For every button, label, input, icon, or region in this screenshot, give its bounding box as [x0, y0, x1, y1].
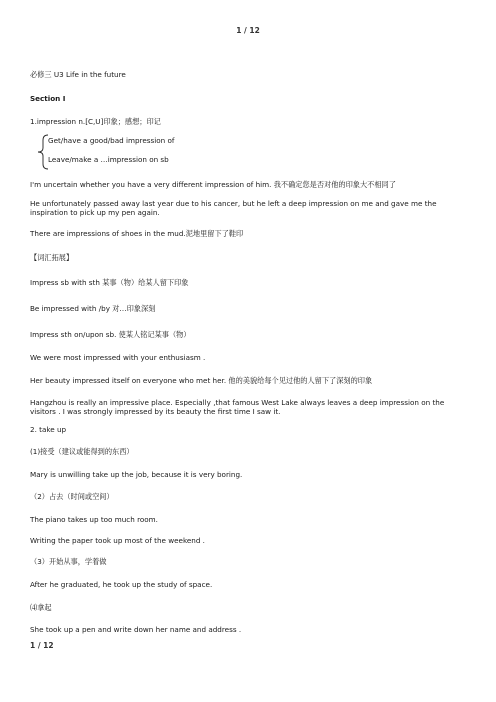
collocation-item: Leave/make a …impression on sb	[48, 155, 169, 164]
example-sentence: Hangzhou is really an impressive place. Especially ,that famous West Lake always leaves a deep impression on the visitors . I was strongly impressed by its beauty the first time I saw it.	[30, 398, 445, 417]
entry-impression-head: 1.impression n.[C,U]印象；感想；印记	[30, 117, 161, 126]
sense-heading: （3）开始从事，学着做	[30, 557, 107, 566]
example-sentence: Mary is unwilling take up the job, because it is very boring.	[30, 470, 243, 479]
vocab-extension-title: 【词汇拓展】	[30, 253, 74, 262]
vocab-extension-item: Impress sb with sth 某事（物）给某人留下印象	[30, 278, 189, 287]
example-sentence: There are impressions of shoes in the mud.泥地里留下了鞋印	[30, 229, 244, 238]
document-title: 必修三 U3 Life in the future	[30, 70, 126, 79]
example-sentence: Writing the paper took up most of the weekend .	[30, 536, 205, 545]
example-sentence: After he graduated, he took up the study of space.	[30, 580, 213, 589]
example-sentence: I'm uncertain whether you have a very different impression of him. 我不确定您是否对他的印象大不相同了	[30, 180, 396, 189]
page-number-footer: 1 / 12	[30, 641, 54, 650]
section-heading: Section Ⅰ	[30, 94, 66, 103]
example-sentence: The piano takes up too much room.	[30, 515, 158, 524]
collocation-item: Get/have a good/bad impression of	[48, 136, 175, 145]
entry-take-up-head: 2. take up	[30, 425, 67, 434]
example-sentence: She took up a pen and write down her name and address .	[30, 625, 242, 634]
sense-heading: ⑷拿起	[30, 603, 52, 612]
example-sentence: We were most impressed with your enthusiasm .	[30, 353, 206, 362]
vocab-extension-item: Impress sth on/upon sb. 使某人铭记某事（物）	[30, 330, 191, 339]
sense-heading: （2）占去（时间或空间）	[30, 492, 114, 501]
sense-heading: (1)接受（建议或能得到的东西）	[30, 447, 134, 456]
example-sentence: He unfortunately passed away last year due to his cancer, but he left a deep impression on me and gave me the inspiration to pick up my pen again.	[30, 199, 437, 218]
vocab-extension-item: Be impressed with /by 对…印象深刻	[30, 304, 156, 313]
page-number-header: 1 / 12	[236, 26, 260, 35]
example-sentence: Her beauty impressed itself on everyone who met her. 他的美貌给每个见过他的人留下了深刻的印象	[30, 376, 373, 385]
